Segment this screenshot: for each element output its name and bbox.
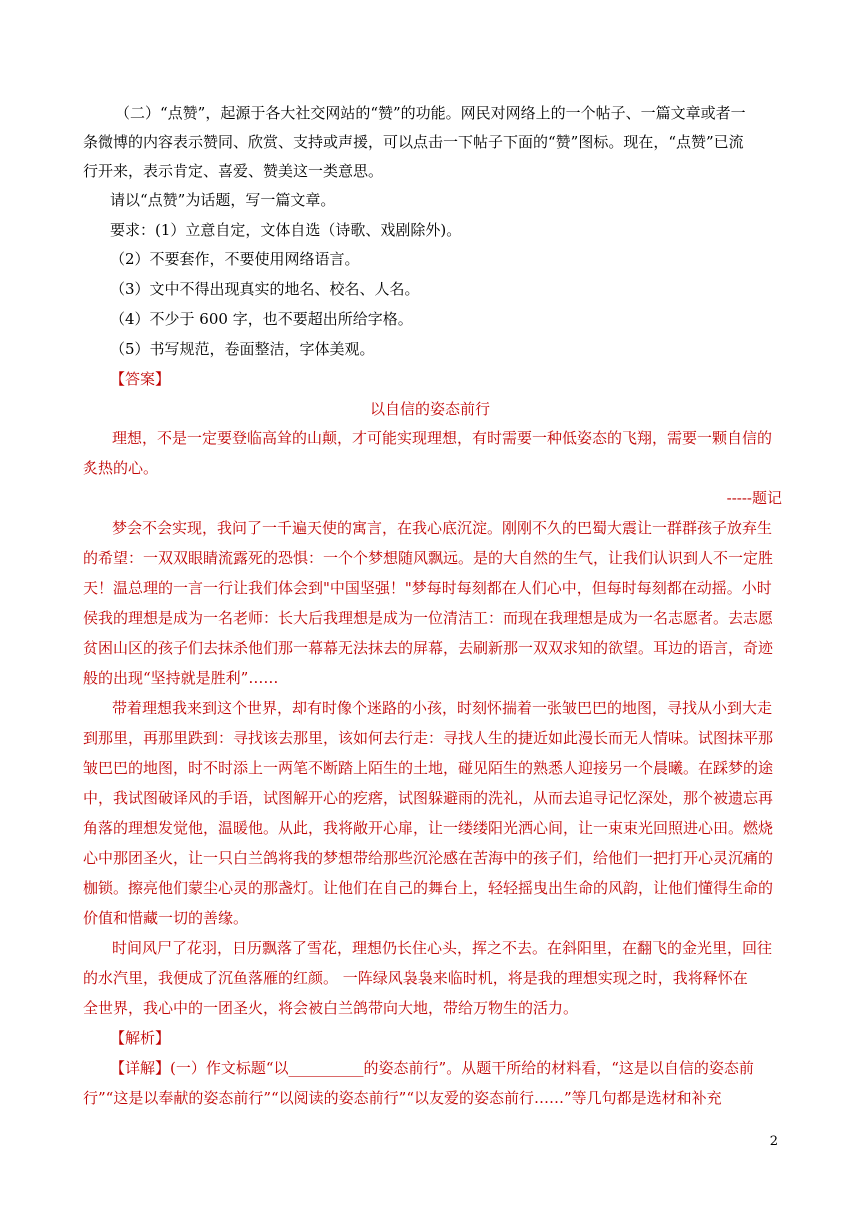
- essay-line: 般的出现“坚持就是胜利”……: [83, 669, 279, 687]
- question-requirement: （4）不少于 600 字，也不要超出所给字格。: [110, 310, 413, 328]
- essay-title: 以自信的姿态前行: [369, 400, 490, 418]
- essay-line: 的希望：一双双眼睛流露死的恐惧：一个个梦想随风飘远。是的大自然的生气，让我们认识到人不一定胜: [83, 549, 774, 567]
- question-requirement: 要求：(1）立意自定，文体自选（诗歌、戏剧除外)。: [110, 221, 462, 239]
- essay-line: 贫困山区的孩子们去抹杀他们那一幕幕无法抹去的屏幕，去刷新那一双双求知的欲望。耳边的语言，奇迹: [83, 639, 774, 657]
- essay-line: 天！温总理的一言一行让我们体会到"中国坚强！"梦每时每刻都在人们心中，但每时每刻都在动摇。小时: [83, 579, 772, 597]
- essay-line: 炙热的心。: [83, 459, 159, 477]
- essay-line: 梦会不会实现，我问了一千遍天使的寓言，在我心底沉淀。刚刚不久的巴蜀大震让一群群孩子放弃生: [112, 519, 773, 537]
- question-requirement: （3）文中不得出现真实的地名、校名、人名。: [110, 280, 420, 298]
- detail-line: 行”“这是以奉献的姿态前行”“以阅读的姿态前行”“以友爱的姿态前行……”等几句都是选材和补充: [83, 1089, 722, 1107]
- question-prompt: 请以“点赞”为话题，写一篇文章。: [110, 191, 336, 209]
- essay-line: 枷锁。擦亮他们蒙尘心灵的那盏灯。让他们在自己的舞台上，轻轻摇曳出生命的风韵，让他们懂得生命的: [83, 879, 774, 897]
- question-line: 条微博的内容表示赞同、欣赏、支持或声援，可以点击一下帖子下面的“赞”图标。现在，“点赞”已流: [83, 133, 744, 151]
- essay-line: 价值和惜藏一切的善缘。: [83, 909, 249, 927]
- detail-line: 【详解】(一）作文标题“以__________的姿态前行”。从题干所给的材料看，“这是以自信的姿态前: [110, 1059, 754, 1077]
- question-line: 行开来，表示肯定、喜爱、赞美这一类意思。: [83, 162, 384, 180]
- essay-line: 皱巴巴的地图，时不时添上一两笔不断踏上陌生的土地，碰见陌生的熟悉人迎接另一个晨曦。在踩梦的途: [83, 759, 774, 777]
- essay-line: 带着理想我来到这个世界，却有时像个迷路的小孩，时刻怀揣着一张皱巴巴的地图，寻找从小到大走: [112, 699, 773, 717]
- essay-line: 中，我试图破译风的手语，试图解开心的疙瘩，试图躲避雨的洗礼，从而去追寻记忆深处，那个被遗忘再: [83, 789, 774, 807]
- essay-line: 到那里，再那里跌到：寻找该去那里，该如何去行走：寻找人生的捷近如此漫长而无人情味。试图抹平那: [83, 729, 774, 747]
- question-line: （二）“点赞”，起源于各大社交网站的“赞”的功能。网民对网络上的一个帖子、一篇文章或者一: [115, 104, 746, 122]
- essay-line: 时间风尸了花羽，日历飘落了雪花，理想仍长住心头，挥之不去。在斜阳里，在翻飞的金光里，回往: [112, 939, 773, 957]
- analysis-label: 【解析】: [110, 1029, 171, 1047]
- essay-line: 理想，不是一定要登临高耸的山颠，才可能实现理想，有时需要一种低姿态的飞翔，需要一颗自信的: [112, 429, 773, 447]
- question-requirement: （5）书写规范，卷面整洁，字体美观。: [110, 340, 375, 358]
- page-number: 2: [769, 1134, 778, 1149]
- essay-line: 的水汽里，我便成了沉鱼落雁的红颜。 一阵绿风袅袅来临时机，将是我的理想实现之时，我将释怀在: [83, 969, 748, 987]
- essay-line: 侯我的理想是成为一名老师：长大后我理想是成为一位清洁工：而现在我理想是成为一名志愿者。去志愿: [83, 609, 774, 627]
- essay-line: 心中那团圣火，让一只白兰鸽将我的梦想带给那些沉沦感在苦海中的孩子们，给他们一把打开心灵沉痛的: [83, 849, 774, 867]
- essay-epigraph-attribution: -----题记: [726, 489, 782, 507]
- essay-line: 角落的理想发觉他，温暖他。从此，我将敞开心扉，让一缕缕阳光洒心间，让一束束光回照进心田。燃烧: [83, 819, 774, 837]
- essay-line: 全世界，我心中的一团圣火，将会被白兰鸽带向大地，带给万物生的活力。: [83, 999, 579, 1017]
- answer-label: 【答案】: [110, 370, 171, 388]
- question-requirement: （2）不要套作，不要使用网络语言。: [110, 250, 360, 268]
